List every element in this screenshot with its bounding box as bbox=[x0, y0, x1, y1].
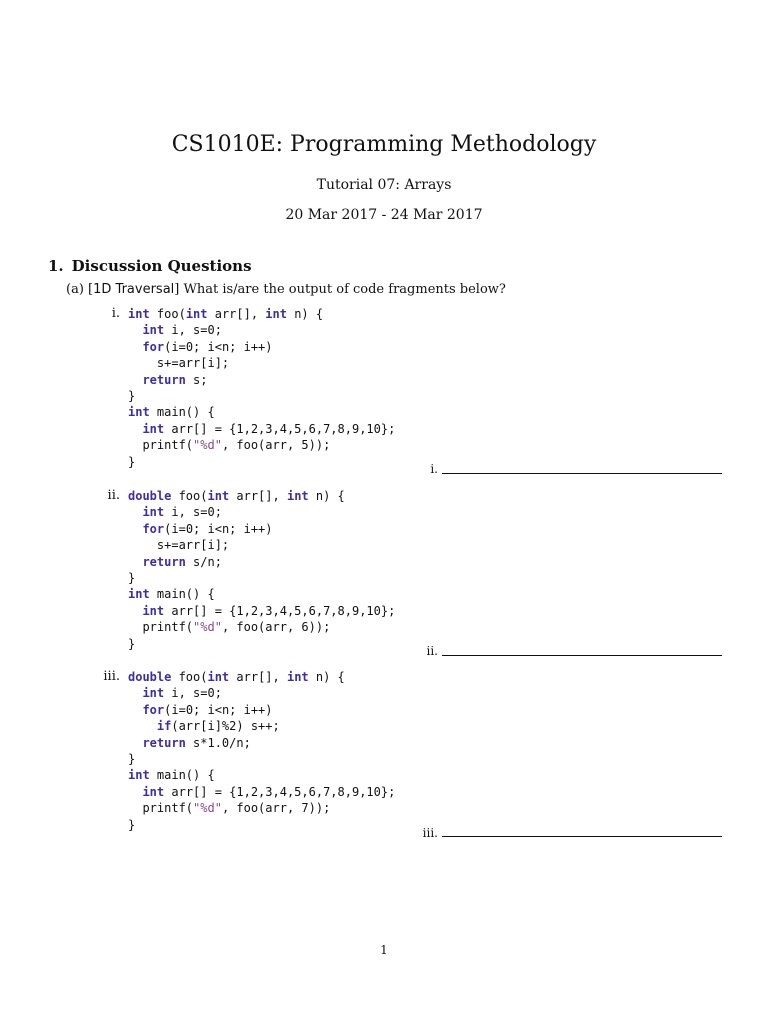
code-line bbox=[128, 454, 395, 470]
code-keyword: return bbox=[142, 372, 186, 387]
code-text: i, s=0; bbox=[164, 505, 222, 520]
code-text: , foo(arr, 5)); bbox=[221, 438, 331, 453]
code-text bbox=[128, 340, 142, 354]
code-text bbox=[128, 785, 142, 799]
code-keyword: return bbox=[142, 554, 186, 569]
code-text: (i=0; i<n; i++) bbox=[164, 521, 273, 536]
code-text: printf( bbox=[128, 620, 194, 635]
code-line bbox=[128, 504, 395, 520]
code-line bbox=[128, 702, 395, 718]
question-label: iii. bbox=[103, 669, 120, 684]
code-text: } bbox=[128, 570, 136, 585]
code-keyword: int bbox=[142, 323, 165, 338]
part-topic: 1D Traversal bbox=[93, 282, 175, 297]
code-text: printf( bbox=[128, 801, 194, 816]
code-text: } bbox=[128, 388, 136, 403]
code-text: arr[] = {1,2,3,4,5,6,7,8,9,10}; bbox=[164, 784, 396, 799]
page-number: 1 bbox=[380, 943, 388, 957]
code-text bbox=[128, 555, 142, 569]
part-question-text: What is/are the output of code fragments below? bbox=[183, 282, 506, 297]
code-text: } bbox=[128, 817, 136, 832]
code-text bbox=[128, 703, 142, 717]
answer-line[interactable] bbox=[442, 655, 722, 656]
code-keyword: int bbox=[286, 489, 309, 503]
code-keyword: int bbox=[265, 307, 287, 321]
code-string: "%d" bbox=[193, 801, 222, 816]
code-text: arr[], bbox=[229, 670, 287, 684]
section-number: 1. bbox=[48, 257, 64, 275]
code-keyword: int bbox=[142, 421, 165, 436]
code-line bbox=[128, 784, 395, 800]
code-line bbox=[128, 339, 395, 355]
code-keyword: return bbox=[142, 735, 186, 750]
section-heading bbox=[48, 257, 252, 275]
question-label: i. bbox=[111, 306, 120, 321]
answer-line[interactable] bbox=[442, 836, 722, 837]
code-line bbox=[128, 735, 395, 751]
code-text: arr[] = {1,2,3,4,5,6,7,8,9,10}; bbox=[164, 603, 396, 618]
code-keyword: if bbox=[156, 719, 172, 734]
code-text: } bbox=[128, 636, 136, 651]
code-text bbox=[128, 505, 142, 519]
code-text bbox=[128, 373, 142, 387]
code-line bbox=[128, 603, 395, 619]
code-text: foo( bbox=[171, 489, 208, 503]
code-keyword: double bbox=[128, 489, 172, 503]
code-keyword: int bbox=[207, 489, 230, 503]
code-text: (arr[i]%2) s++; bbox=[171, 719, 280, 734]
code-text: s+=arr[i]; bbox=[128, 538, 230, 553]
code-line bbox=[128, 767, 395, 783]
code-text: s*1.0/n; bbox=[185, 735, 251, 750]
code-text bbox=[128, 422, 142, 436]
code-line bbox=[128, 488, 395, 504]
code-line bbox=[128, 306, 395, 322]
code-line bbox=[128, 751, 395, 767]
code-text bbox=[128, 736, 142, 750]
code-line bbox=[128, 404, 395, 420]
code-text: i, s=0; bbox=[164, 323, 222, 338]
code-line bbox=[128, 537, 395, 553]
code-text: main() { bbox=[149, 587, 215, 602]
code-line bbox=[128, 800, 395, 816]
code-text: n) { bbox=[308, 489, 345, 503]
code-keyword: int bbox=[128, 587, 150, 602]
date-range: 20 Mar 2017 - 24 Mar 2017 bbox=[285, 207, 483, 223]
code-keyword: for bbox=[142, 702, 165, 717]
code-text bbox=[128, 686, 142, 700]
code-keyword: int bbox=[128, 405, 150, 420]
question-label: ii. bbox=[107, 488, 120, 503]
code-block bbox=[128, 488, 395, 652]
code-line bbox=[128, 817, 395, 833]
answer-label: ii. bbox=[426, 644, 438, 658]
code-text: main() { bbox=[149, 768, 215, 783]
topic-bracket-close: ] bbox=[174, 282, 180, 297]
code-line bbox=[128, 636, 395, 652]
code-text bbox=[128, 522, 142, 536]
answer-line[interactable] bbox=[442, 473, 722, 474]
code-keyword: int bbox=[142, 603, 165, 618]
code-text: s+=arr[i]; bbox=[128, 356, 230, 371]
code-text bbox=[128, 719, 157, 733]
code-string: "%d" bbox=[193, 438, 222, 453]
document-title: CS1010E: Programming Methodology bbox=[171, 132, 597, 157]
code-text: printf( bbox=[128, 438, 194, 453]
answer-label: iii. bbox=[422, 826, 438, 840]
code-text bbox=[128, 323, 142, 337]
code-text: , foo(arr, 7)); bbox=[221, 801, 331, 816]
code-keyword: int bbox=[128, 307, 150, 321]
code-text: foo( bbox=[171, 670, 208, 684]
code-line bbox=[128, 586, 395, 602]
code-text bbox=[128, 604, 142, 618]
code-text: foo( bbox=[149, 307, 186, 321]
code-keyword: int bbox=[142, 784, 165, 799]
code-keyword: int bbox=[207, 670, 230, 684]
code-text: (i=0; i<n; i++) bbox=[164, 339, 273, 354]
part-label: (a) bbox=[66, 282, 84, 297]
code-line bbox=[128, 388, 395, 404]
section-title: Discussion Questions bbox=[71, 257, 252, 275]
code-text: , foo(arr, 6)); bbox=[221, 620, 331, 635]
code-line bbox=[128, 421, 395, 437]
code-text: arr[] = {1,2,3,4,5,6,7,8,9,10}; bbox=[164, 421, 396, 436]
code-line bbox=[128, 685, 395, 701]
code-text: i, s=0; bbox=[164, 686, 222, 701]
code-line bbox=[128, 372, 395, 388]
part-question bbox=[66, 282, 506, 297]
code-line bbox=[128, 355, 395, 371]
code-line bbox=[128, 554, 395, 570]
tutorial-subtitle: Tutorial 07: Arrays bbox=[316, 177, 452, 193]
code-keyword: int bbox=[142, 505, 165, 520]
code-line bbox=[128, 437, 395, 453]
code-text: main() { bbox=[149, 405, 215, 420]
code-keyword: for bbox=[142, 339, 165, 354]
code-keyword: int bbox=[142, 686, 165, 701]
code-keyword: int bbox=[128, 768, 150, 783]
code-keyword: int bbox=[286, 670, 309, 684]
code-block bbox=[128, 306, 395, 470]
code-text: arr[], bbox=[229, 489, 287, 503]
answer-label: i. bbox=[430, 462, 438, 476]
code-text: s; bbox=[185, 372, 208, 387]
code-line bbox=[128, 521, 395, 537]
code-line bbox=[128, 718, 395, 734]
code-text: } bbox=[128, 751, 136, 766]
code-string: "%d" bbox=[193, 620, 222, 635]
code-text: s/n; bbox=[185, 554, 222, 569]
code-text: } bbox=[128, 454, 136, 469]
code-keyword: int bbox=[185, 307, 208, 321]
code-line bbox=[128, 669, 395, 685]
code-line bbox=[128, 619, 395, 635]
code-keyword: for bbox=[142, 521, 165, 536]
topic-bracket-open: [ bbox=[88, 282, 94, 297]
code-text: (i=0; i<n; i++) bbox=[164, 702, 273, 717]
code-text: n) { bbox=[286, 307, 324, 321]
code-text: n) { bbox=[308, 670, 345, 684]
code-block bbox=[128, 669, 395, 833]
code-line bbox=[128, 570, 395, 586]
code-text: arr[], bbox=[207, 307, 266, 321]
code-keyword: double bbox=[128, 670, 172, 684]
code-line bbox=[128, 322, 395, 338]
